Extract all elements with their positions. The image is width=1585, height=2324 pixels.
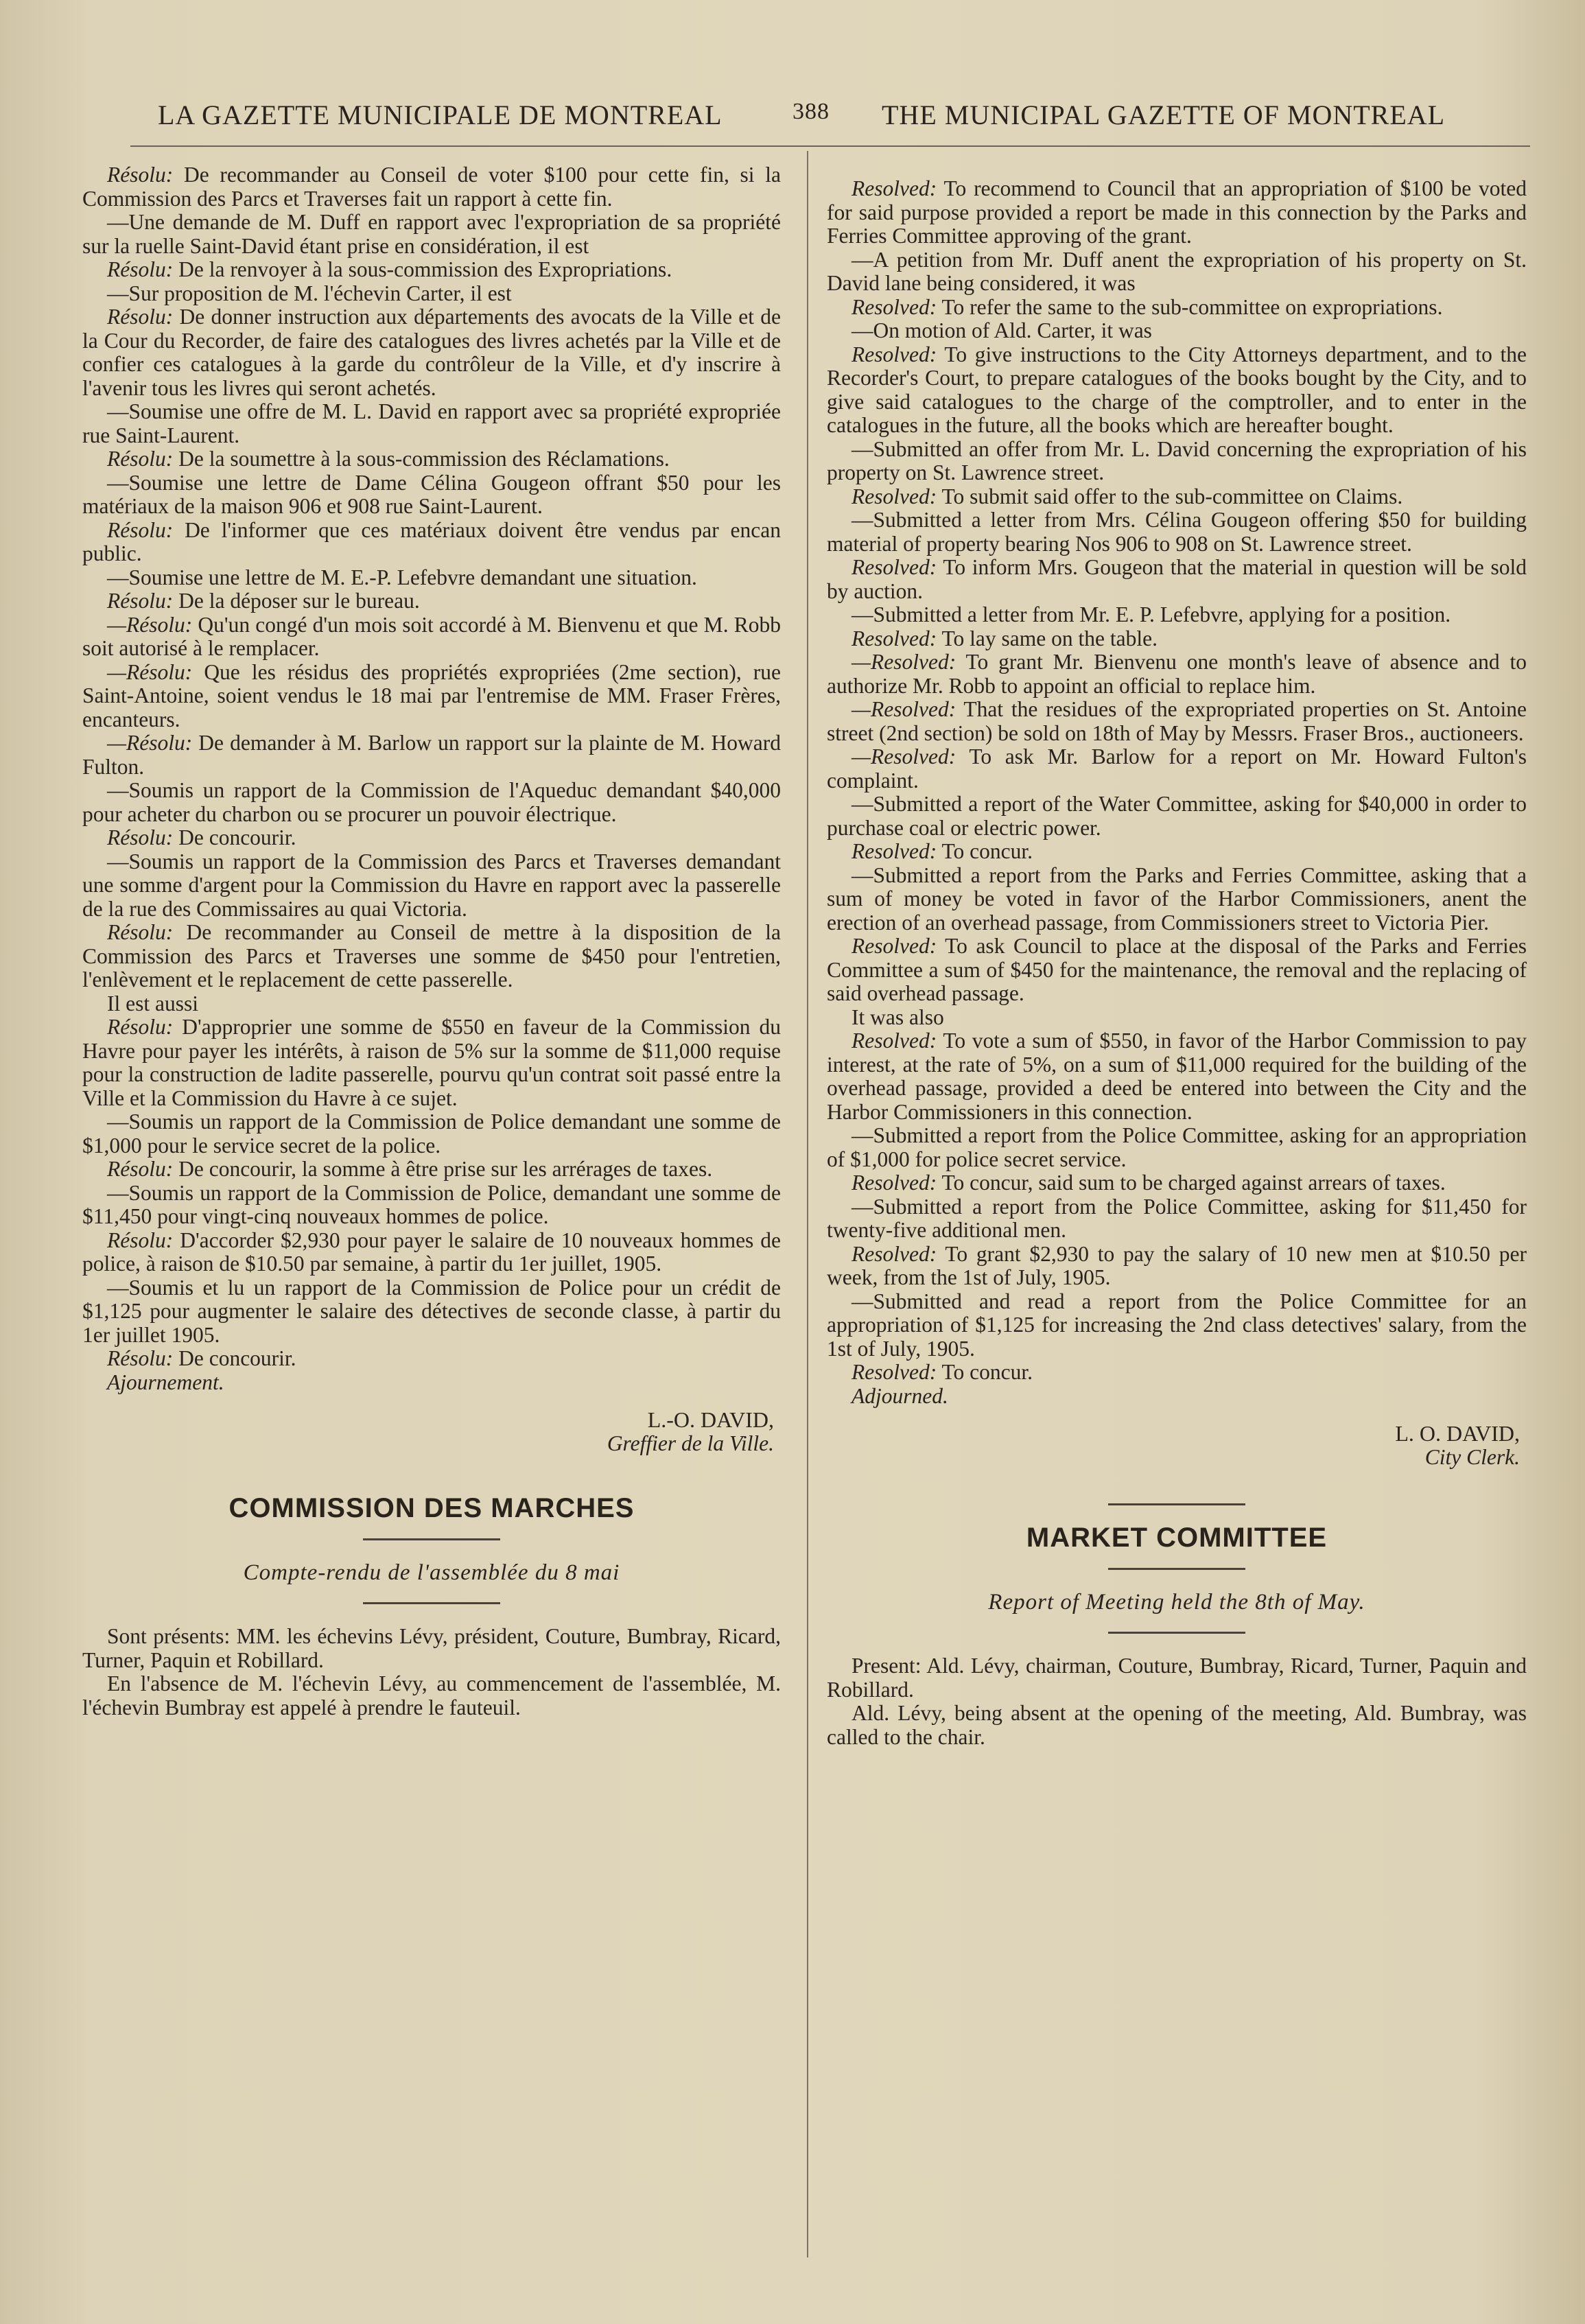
page-header <box>137 96 1482 144</box>
fr-paragraph: Résolu: De la renvoyer à la sous-commission des Expropriations. <box>107 257 672 281</box>
fr-signature <box>82 1408 781 1455</box>
fr-adjournment: Ajournement. <box>107 1370 224 1394</box>
en-paragraph: —Submitted a report from the Police Committee, asking for an appropriation of $1,000 for police secret service. <box>827 1123 1527 1171</box>
fr-paragraph: —Soumis un rapport de la Commission de Police demandant une somme de $1,000 pour le service secret de la police. <box>82 1110 781 1158</box>
fr-paragraph: —Soumis un rapport de la Commission de Police, demandant une somme de $11,450 pour vingt-cinq nouveaux hommes de police. <box>82 1180 781 1228</box>
header-english-title: THE MUNICIPAL GAZETTE OF MONTREAL <box>882 99 1446 130</box>
fr-paragraph: —Soumis un rapport de la Commission des Parcs et Traverses demandant une somme d'argent pour la Commission du Havre en rapport avec la passerelle de la rue des Commissaires au quai Victoria. <box>82 849 781 921</box>
fr-paragraph: —Soumis un rapport de la Commission de l'Aqueduc demandant $40,000 pour acheter du charbon ou se procurer un pouvoir électrique. <box>82 778 781 826</box>
en-section-title: MARKET COMMITTEE <box>1026 1523 1328 1553</box>
fr-paragraph: Résolu: De la déposer sur le bureau. <box>107 589 420 613</box>
en-paragraph: —Submitted a report from the Police Committee, asking for $11,450 for twenty-five additional men. <box>827 1194 1527 1242</box>
fr-paragraph: Sont présents: MM. les échevins Lévy, président, Couture, Bumbray, Ricard, Turner, Paquin et Robillard. <box>82 1624 781 1672</box>
en-paragraph: Resolved: To vote a sum of $550, in favor of the Harbor Commission to pay interest, at the rate of 5%, on a sum of $11,000 required for the building of the overhead passage, provided a deed be entered into between the City and the Harbor Commissioners in this connection. <box>827 1029 1527 1124</box>
en-paragraph: —Submitted a report of the Water Committee, asking for $40,000 in order to purchase coal or electric power. <box>827 792 1527 840</box>
fr-paragraph: Résolu: D'accorder $2,930 pour payer le salaire de 10 nouveaux hommes de police, à raison de $10.50 par semaine, à partir du 1er juillet, 1905. <box>82 1228 782 1276</box>
en-paragraph: —Submitted a letter from Mrs. Célina Gougeon offering $50 for building material of property bearing Nos 906 to 908 on St. Lawrence street. <box>827 508 1527 556</box>
fr-paragraph: Résolu: De donner instruction aux départements des avocats de la Ville et de la Cour du Recorder, de faire des catalogues des livres achetés par la Ville et de confier ces catalogues à la garde du contrôleur de la Ville, et d'y inscrire à l'avenir tous les livres qui seront achetés. <box>82 305 781 400</box>
en-paragraph: Resolved: To ask Council to place at the disposal of the Parks and Ferries Committee a sum of $450 for the maintenance, the removal and the replacing of said overhead passage. <box>827 934 1527 1005</box>
fr-paragraph: Résolu: De la soumettre à la sous-commission des Réclamations. <box>107 447 670 471</box>
fr-paragraph: —Résolu: De demander à M. Barlow un rapport sur la plainte de M. Howard Fulton. <box>82 731 781 779</box>
english-column <box>827 177 1527 1749</box>
fr-paragraph: —Soumise une offre de M. L. David en rapport avec sa propriété expropriée rue Saint-Laurent. <box>82 399 781 447</box>
en-paragraph: —Submitted and read a report from the Police Committee for an appropriation of $1,125 for increasing the 2nd class detectives' salary, from the 1st of July, 1905. <box>827 1289 1527 1361</box>
fr-paragraph: —Sur proposition de M. l'échevin Carter, il est <box>107 281 512 305</box>
en-paragraph: Resolved: To inform Mrs. Gougeon that the material in question will be sold by auction. <box>827 555 1527 603</box>
fr-paragraph: Résolu: De concourir. <box>107 1346 296 1370</box>
en-paragraph: —Resolved: To grant Mr. Bienvenu one month's leave of absence and to authorize Mr. Robb to appoint an official to replace him. <box>827 650 1527 698</box>
en-paragraph: Resolved: To grant $2,930 to pay the salary of 10 new men at $10.50 per week, from the 1st of July, 1905. <box>827 1241 1527 1289</box>
en-paragraph: Resolved: To concur, said sum to be charged against arrears of taxes. <box>852 1171 1446 1195</box>
header-french-title: LA GAZETTE MUNICIPALE DE MONTREAL <box>158 99 723 130</box>
en-paragraph: Resolved: To lay same on the table. <box>852 626 1158 650</box>
fr-paragraph: —Résolu: Que les résidus des propriétés expropriées (2me section), rue Saint-Antoine, soient vendus le 18 mai par l'entremise de MM. Fraser Frères, encanteurs. <box>82 659 782 731</box>
en-paragraph: It was also <box>852 1005 944 1029</box>
header-rule <box>130 145 1530 147</box>
en-section-rule <box>1108 1568 1245 1570</box>
en-signature-title: City Clerk. <box>1424 1444 1520 1469</box>
page-number: 388 <box>792 99 830 124</box>
fr-paragraph: —Résolu: Qu'un congé d'un mois soit accordé à M. Bienvenu et que M. Robb soit autorisé à le remplacer. <box>82 612 782 660</box>
en-paragraph: Resolved: To concur. <box>852 839 1033 863</box>
en-separator-rule <box>1108 1503 1245 1505</box>
en-paragraph: —Submitted an offer from Mr. L. David concerning the expropriation of his property on St. Lawrence street. <box>827 436 1527 484</box>
en-paragraph: —On motion of Ald. Carter, it was <box>852 318 1152 342</box>
fr-paragraph: Résolu: De concourir, la somme à être prise sur les arrérages de taxes. <box>107 1157 713 1181</box>
en-paragraph: —Resolved: That the residues of the expropriated properties on St. Antoine street (2nd section) be sold on 18th of May by Messrs. Fraser Bros., auctioneers. <box>827 697 1527 745</box>
en-signature-name: L. O. DAVID, <box>1395 1421 1520 1446</box>
en-paragraph: Resolved: To give instructions to the City Attorneys department, and to the Recorder's Court, to prepare catalogues of the books bought by the City, and to give said catalogues to the charge of the comptroller, and to enter in the catalogues in the future, all the books which are hereafter bought. <box>827 342 1527 437</box>
fr-section-rule <box>363 1538 500 1540</box>
fr-paragraph: Il est aussi <box>107 991 198 1016</box>
en-signature <box>827 1422 1527 1469</box>
fr-section-title: COMMISSION DES MARCHES <box>228 1493 635 1523</box>
column-divider <box>807 151 808 2257</box>
fr-paragraph: —Soumis et lu un rapport de la Commission de Police pour un crédit de $1,125 pour augmenter le salaire des détectives de seconde classe, à partir du 1er juillet 1905. <box>82 1275 781 1347</box>
fr-paragraph: Résolu: De l'informer que ces matériaux doivent être vendus par encan public. <box>82 517 781 565</box>
en-paragraph: Resolved: To submit said offer to the sub-committee on Claims. <box>852 484 1403 508</box>
en-paragraph: —Submitted a letter from Mr. E. P. Lefebvre, applying for a position. <box>852 602 1451 626</box>
fr-paragraph: —Soumise une lettre de M. E.-P. Lefebvre demandant une situation. <box>107 565 697 589</box>
fr-paragraph: Résolu: De recommander au Conseil de mettre à la disposition de la Commission des Parcs et Traverses une somme de $450 pour l'entretien, l'enlèvement et le replacement de cette passerelle. <box>82 920 781 991</box>
fr-paragraph: —Une demande de M. Duff en rapport avec l'expropriation de sa propriété sur la ruelle Saint-David étant prise en considération, il est <box>82 210 781 258</box>
en-paragraph: Ald. Lévy, being absent at the opening of the meeting, Ald. Bumbray, was called to the chair. <box>827 1701 1527 1749</box>
fr-section-subtitle: Compte-rendu de l'assemblée du 8 mai <box>243 1560 620 1585</box>
en-paragraph: —Submitted a report from the Parks and Ferries Committee, asking that a sum of money be voted in favor of the Harbor Commissioners, anent the erection of an overhead passage, from Commissioners street to Victoria Pier. <box>827 862 1527 935</box>
fr-signature-title: Greffier de la Ville. <box>607 1431 774 1455</box>
en-paragraph: Resolved: To concur. <box>852 1360 1033 1384</box>
fr-paragraph: Résolu: De recommander au Conseil de voter $100 pour cette fin, si la Commission des Parcs et Traverses fait un rapport à cette fin. <box>82 163 782 211</box>
fr-paragraph: Résolu: D'approprier une somme de $550 en faveur de la Commission du Havre pour payer les intérêts, à raison de 5% sur la somme de $11,000 requise pour la construction de ladite passerelle, pourvu qu'un contrat soit passé entre la Ville et la Commission du Havre à ce sujet. <box>82 1015 782 1110</box>
fr-paragraph: En l'absence de M. l'échevin Lévy, au commencement de l'assemblée, M. l'échevin Bumbray est appelé à prendre le fauteuil. <box>82 1671 781 1719</box>
fr-signature-name: L.-O. DAVID, <box>647 1407 774 1432</box>
en-paragraph: —A petition from Mr. Duff anent the expropriation of his property on St. David lane being considered, it was <box>827 247 1527 295</box>
en-paragraph: Resolved: To recommend to Council that an appropriation of $100 be voted for said purpose provided a report be made in this connection by the Parks and Ferries Committee approving of the grant. <box>827 176 1527 248</box>
fr-paragraph: —Soumise une lettre de Dame Célina Gougeon offrant $50 pour les matériaux de la maison 906 et 908 rue Saint-Laurent. <box>82 470 781 518</box>
en-paragraph: —Resolved: To ask Mr. Barlow for a report on Mr. Howard Fulton's complaint. <box>827 744 1527 793</box>
fr-paragraph: Résolu: De concourir. <box>107 825 296 849</box>
en-subtitle-rule <box>1108 1632 1245 1634</box>
en-section-subtitle: Report of Meeting held the 8th of May. <box>988 1589 1365 1615</box>
en-paragraph: Resolved: To refer the same to the sub-committee on expropriations. <box>852 294 1443 319</box>
en-paragraph: Present: Ald. Lévy, chairman, Couture, Bumbray, Ricard, Turner, Paquin and Robillard. <box>827 1654 1527 1702</box>
fr-subtitle-rule <box>363 1602 500 1604</box>
french-column <box>82 163 781 1719</box>
en-adjournment: Adjourned. <box>852 1383 948 1408</box>
